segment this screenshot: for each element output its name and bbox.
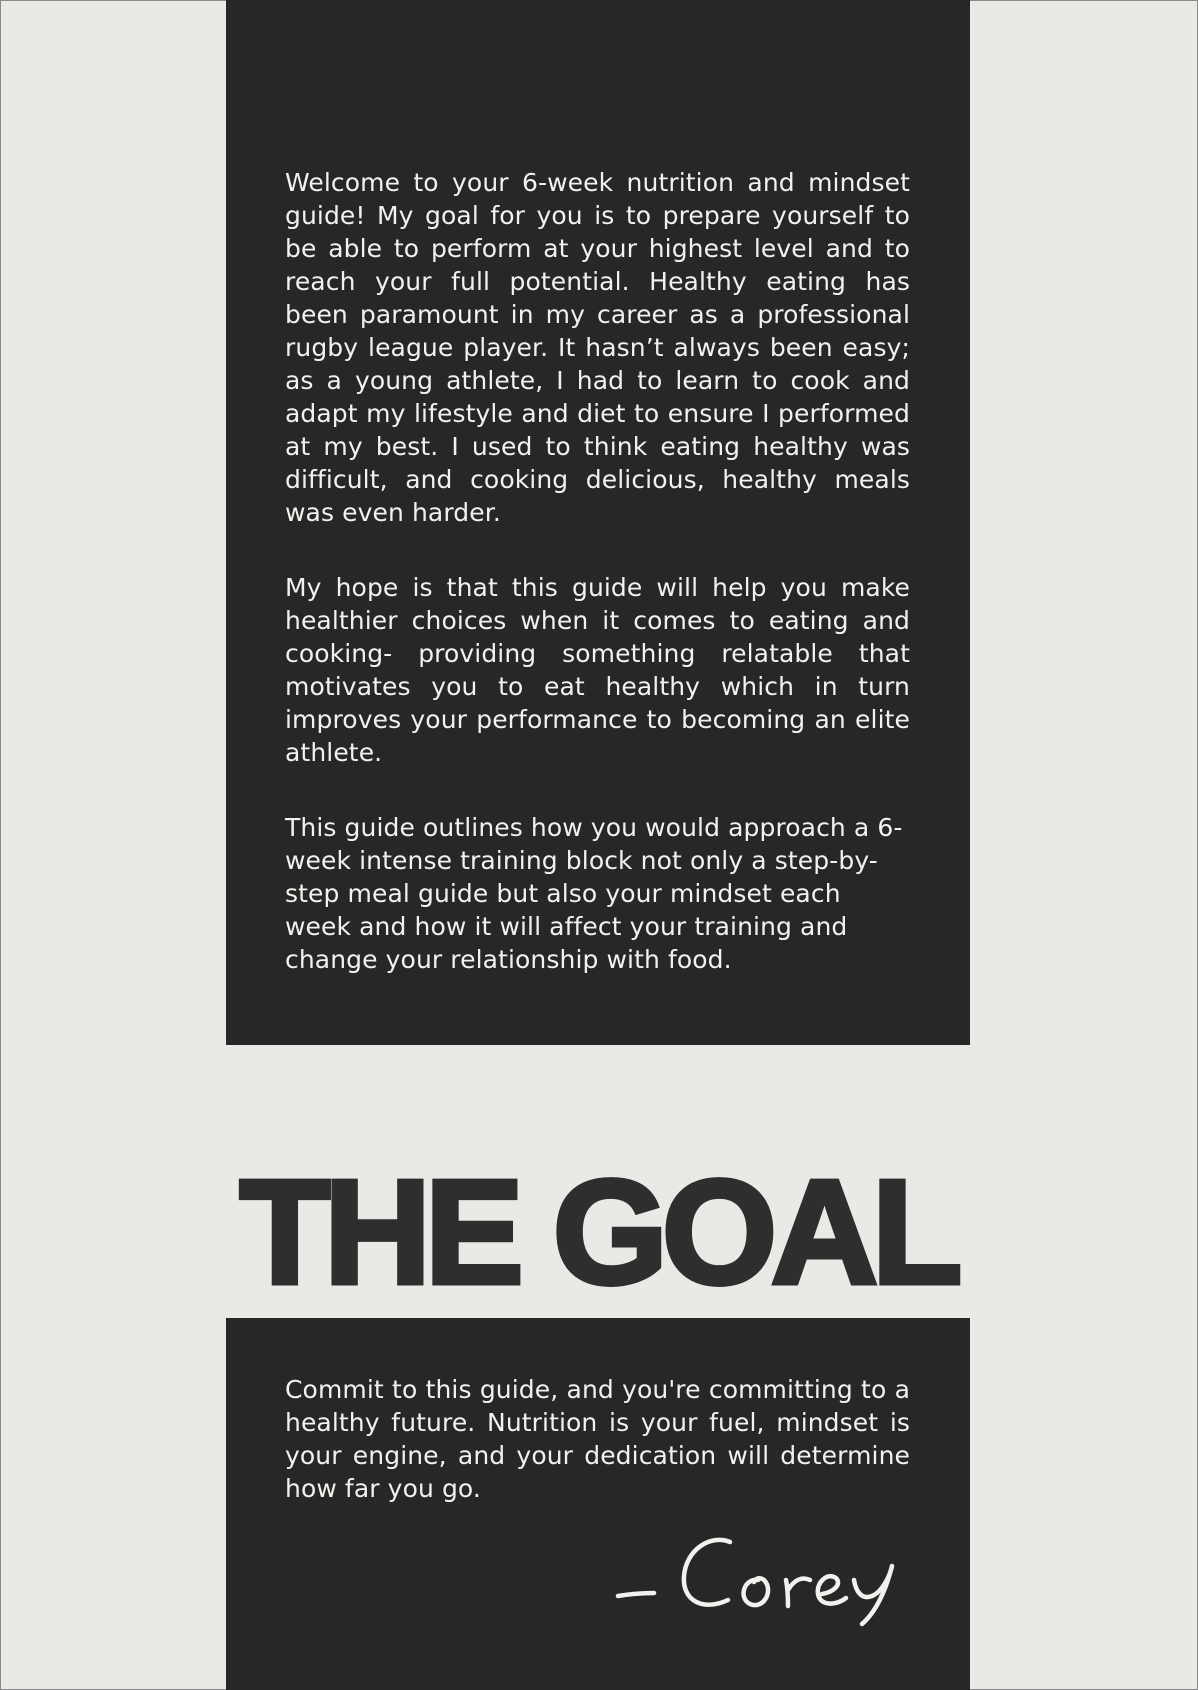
intro-panel (226, 0, 970, 1045)
intro-paragraph-1: Welcome to your 6-week nutrition and mindset guide! My goal for you is to prepare yourself to be able to perform at your highest level and to reach your full potential. Healthy eating has been paramount in my career as a professional rugby league player. It hasn’t always been easy; as a young athlete, I had to learn to cook and adapt my lifestyle and diet to ensure I performed at my best. I used to think eating healthy was difficult, and cooking delicious, healthy meals was even harder. (285, 168, 910, 527)
intro-paragraph-3: This guide outlines how you would approach a 6-week intense training block not only a step-by-step meal guide but also your mindset each week and how it will affect your training and change your relationship with food. (285, 813, 903, 974)
goal-heading: THE GOAL (239, 1150, 957, 1315)
goal-panel (226, 1318, 970, 1690)
signature-handwriting (610, 1520, 940, 1630)
goal-paragraph: Commit to this guide, and you're committing to a healthy future. Nutrition is your fuel, mindset is your engine, and your dedication will determine how far you go. (285, 1375, 910, 1503)
signature (610, 1520, 940, 1630)
intro-paragraph-2: My hope is that this guide will help you make healthier choices when it comes to eating and cooking- providing something relatable that motivates you to eat healthy which in turn improves your performance to becoming an elite athlete. (285, 573, 910, 767)
